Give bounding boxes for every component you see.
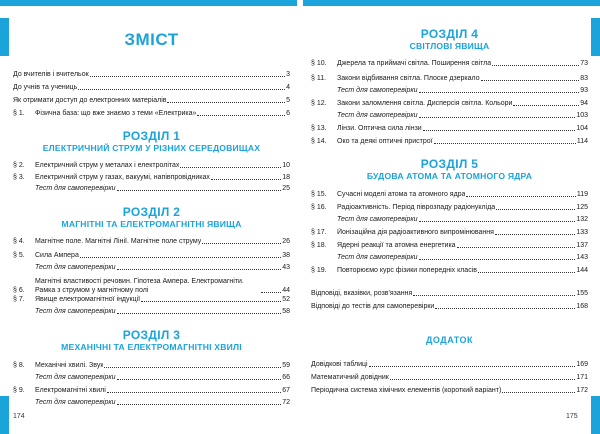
section-heading: РОЗДІЛ 1 ЕЛЕКТРИЧНИЙ СТРУМ У РІЗНИХ СЕРЕДОВИЩАХ — [42, 129, 261, 153]
toc-entry[interactable]: Математичний довідник 171 — [311, 374, 588, 381]
toc-entry-test[interactable]: Тест для самоперевірки 93 — [337, 87, 588, 94]
section-heading: РОЗДІЛ 3 МЕХАНІЧНІ ТА ЕЛЕКТРОМАГНІТНІ ХВИЛІ — [61, 328, 242, 352]
side-tab-bottom-left — [0, 396, 9, 434]
toc-entry[interactable]: Періодична система хімічних елементів (короткий варіант) 172 — [311, 387, 588, 394]
toc-entry-test[interactable]: Тест для самоперевірки 66 — [35, 374, 290, 381]
side-tab-top-right — [591, 18, 600, 56]
toc-entry[interactable]: § 4. Магнітне поле. Магнітні Лінії. Магнітне поле струму 26 — [13, 238, 290, 245]
toc-entry[interactable]: § 8. Механічні хвилі. Звук 59 — [13, 362, 290, 369]
toc-title: ЗМІСТ — [124, 30, 179, 49]
toc-entry[interactable]: § 19. Повторюємо курс фізики попередніх класів 144 — [311, 267, 588, 274]
toc-entry[interactable]: § 13. Лінзи. Оптична сила лінзи 104 — [311, 125, 588, 132]
section-heading: РОЗДІЛ 4 СВІТЛОВІ ЯВИЩА — [409, 27, 490, 51]
section-heading: РОЗДІЛ 2 МАГНІТНІ ТА ЕЛЕКТРОМАГНІТНІ ЯВИЩА — [61, 205, 242, 229]
toc-entry-test[interactable]: Тест для самоперевірки 103 — [337, 112, 588, 119]
toc-entry[interactable]: § 5. Сила Ампера 38 — [13, 252, 290, 259]
top-accent-bar-right — [303, 0, 600, 6]
toc-entry[interactable]: § 15. Сучасні моделі атома та атомного ядра 119 — [311, 191, 588, 198]
toc-entry[interactable]: Як отримати доступ до електронних матеріалів 5 — [13, 97, 290, 104]
toc-entry[interactable]: § 10. Джерела та приймачі світла. Поширення світла 73 — [311, 60, 588, 67]
toc-entry-test[interactable]: Тест для самоперевірки 132 — [337, 216, 588, 223]
toc-entry-test[interactable]: Тест для самоперевірки 25 — [35, 185, 290, 192]
toc-entry[interactable]: До учнів та учениць 4 — [13, 84, 290, 91]
toc-entry-test[interactable]: Тест для самоперевірки 143 — [337, 254, 588, 261]
toc-entry[interactable]: § 18. Ядерні реакції та атомна енергетика 137 — [311, 242, 588, 249]
toc-entry[interactable]: § 14. Око та деякі оптичні пристрої 114 — [311, 138, 588, 145]
page-number-left: 174 — [13, 413, 25, 420]
toc-entry-test[interactable]: Тест для самоперевірки 43 — [35, 264, 290, 271]
toc-entry[interactable]: § 7. Явище електромагнітної індукції 52 — [13, 296, 290, 303]
section-heading: РОЗДІЛ 5 БУДОВА АТОМА ТА АТОМНОГО ЯДРА — [366, 157, 533, 181]
toc-entry[interactable]: § 16. Радіоактивність. Період піврозпаду радіонукліда 125 — [311, 204, 588, 211]
side-tab-bottom-right — [591, 396, 600, 434]
toc-entry[interactable]: До вчителів і вчительок 3 — [13, 71, 290, 78]
toc-entry[interactable]: § 11. Закони відбивання світла. Плоске дзеркало 83 — [311, 75, 588, 82]
toc-entry[interactable]: Відповіді, вказівки, розв'язання 155 — [311, 290, 588, 297]
toc-entry-test[interactable]: Тест для самоперевірки 72 — [35, 399, 290, 406]
toc-entry[interactable]: § 9. Електромагнітні хвилі 67 — [13, 387, 290, 394]
toc-entry[interactable]: Відповіді до тестів для самоперевірки 168 — [311, 303, 588, 310]
toc-entry[interactable]: § 3. Електричний струм у газах, вакуумі, напівпровідниках 18 — [13, 174, 290, 181]
side-tab-top-left — [0, 18, 9, 56]
top-accent-bar-left — [0, 0, 297, 6]
toc-entry[interactable]: Довідкові таблиці 169 — [311, 361, 588, 368]
toc-entry[interactable]: § 2. Електричний струм у металах і електролітах 10 — [13, 162, 290, 169]
toc-entry[interactable]: § 1. Фізична база: що вже знаємо з теми «Електрика» 6 — [13, 110, 290, 117]
page-number-right: 175 — [566, 413, 578, 420]
toc-entry[interactable]: § 6. Магнітні властивості речовин. Гіпотеза Ампера. Електромагніти. Рамка з струмом у магнітному полі 44 — [13, 278, 290, 294]
toc-entry-test[interactable]: Тест для самоперевірки 58 — [35, 308, 290, 315]
appendix-heading: ДОДАТОК — [425, 335, 474, 345]
toc-entry[interactable]: § 17. Йонізаційна дія радіоактивного випромінювання 133 — [311, 229, 588, 236]
toc-entry[interactable]: § 12. Закони заломлення світла. Дисперсія світла. Кольори 94 — [311, 100, 588, 107]
